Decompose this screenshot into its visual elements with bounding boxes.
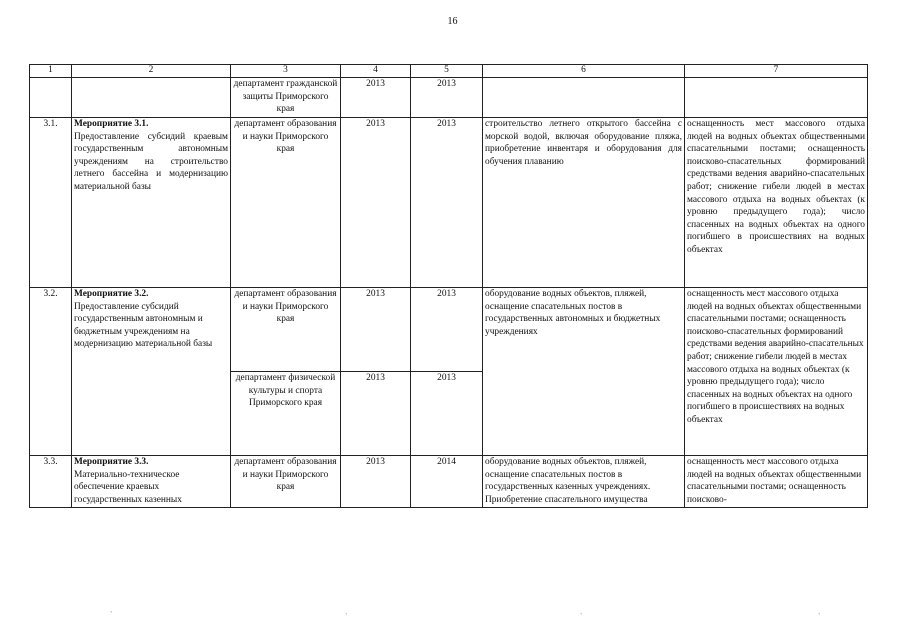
activity-cell bbox=[72, 456, 231, 508]
executor-cell: департамент физической культуры и спорта Приморского края bbox=[231, 372, 341, 456]
activity-description: Предоставление субсидий государственным автономным и бюджетным учреждениям на модернизацию материальной базы bbox=[74, 301, 213, 350]
table-row-3-2 bbox=[30, 288, 868, 372]
end-year-cell: 2013 bbox=[411, 372, 483, 456]
table-row-continuation bbox=[30, 78, 868, 118]
column-number: 5 bbox=[411, 65, 483, 78]
column-number-row bbox=[30, 65, 868, 78]
row-number-cell: 3.3. bbox=[30, 456, 72, 508]
column-number: 6 bbox=[483, 65, 685, 78]
start-year-cell: 2013 bbox=[341, 288, 411, 372]
activity-cell bbox=[72, 78, 231, 118]
activity-cell bbox=[72, 118, 231, 288]
activity-cell bbox=[72, 288, 231, 456]
column-number: 1 bbox=[30, 65, 72, 78]
activity-title: Мероприятие 3.1. bbox=[74, 119, 149, 129]
indicator-cell: оснащенность мест массового отдыха людей на водных объектах общественными спасательными постами; оснащенность поисково-спасательных формирований средствами ведения аварийно-спасательных работ; снижение гибели людей в местах массового отдыха на водных объектах (к уровню предыдущего года); число спасенных на водных объектах на одного погибшего в происшествиях на водных объектах bbox=[685, 118, 868, 288]
table-row-3-3 bbox=[30, 456, 868, 508]
indicator-cell: оснащенность мест массового отдыха людей на водных объектах общественными спасательными постами; оснащенность поисково-спасательных формирований средствами ведения аварийно-спасательных работ; снижение гибели людей в местах массового отдыха на водных объектах (к уровню предыдущего года); число спасенных на водных объектах на одного погибшего в происшествиях на водных объектах bbox=[685, 288, 868, 456]
start-year-cell: 2013 bbox=[341, 78, 411, 118]
end-year-cell: 2014 bbox=[411, 456, 483, 508]
column-number: 4 bbox=[341, 65, 411, 78]
scan-artifact: ` bbox=[110, 610, 113, 619]
table-row-3-1 bbox=[30, 118, 868, 288]
scan-artifact: ` bbox=[818, 612, 821, 621]
start-year-cell: 2013 bbox=[341, 372, 411, 456]
result-cell bbox=[483, 78, 685, 118]
activity-description: Материально-техническое обеспечение краевых государственных казенных bbox=[74, 469, 182, 505]
activity-title: Мероприятие 3.2. bbox=[74, 289, 149, 299]
start-year-cell: 2013 bbox=[341, 456, 411, 508]
column-number: 7 bbox=[685, 65, 868, 78]
executor-cell: департамент образования и науки Приморского края bbox=[231, 288, 341, 372]
column-number: 3 bbox=[231, 65, 341, 78]
result-cell: оборудование водных объектов, пляжей, оснащение спасательных постов в государственных казенных учреждениях. Приобретение спасательного имущества bbox=[483, 456, 685, 508]
row-number-cell: 3.2. bbox=[30, 288, 72, 456]
start-year-cell: 2013 bbox=[341, 118, 411, 288]
page-number: 16 bbox=[447, 16, 458, 27]
executor-cell: департамент образования и науки Приморского края bbox=[231, 118, 341, 288]
column-number: 2 bbox=[72, 65, 231, 78]
end-year-cell: 2013 bbox=[411, 78, 483, 118]
end-year-cell: 2013 bbox=[411, 288, 483, 372]
scan-artifact: ` bbox=[345, 612, 348, 621]
activity-description: Предоставление субсидий краевым государственным автономным учреждениям на строительство летнего бассейна и модернизацию материальной базы bbox=[74, 131, 228, 192]
end-year-cell: 2013 bbox=[411, 118, 483, 288]
indicator-cell: оснащенность мест массового отдыха людей на водных объектах общественными спасательными постами; оснащенность поисково- bbox=[685, 456, 868, 508]
row-number-cell bbox=[30, 78, 72, 118]
executor-cell: департамент гражданской защиты Приморского края bbox=[231, 78, 341, 118]
executor-cell: департамент образования и науки Приморского края bbox=[231, 456, 341, 508]
scan-artifact: ` bbox=[580, 612, 583, 621]
result-cell: строительство летнего открытого бассейна с морской водой, включая оборудование пляжа, приобретение инвентаря и оборудования для обучения плаванию bbox=[483, 118, 685, 288]
row-number-cell: 3.1. bbox=[30, 118, 72, 288]
indicator-cell bbox=[685, 78, 868, 118]
activities-table bbox=[29, 64, 868, 508]
result-cell: оборудование водных объектов, пляжей, оснащение спасательных постов в государственных автономных и бюджетных учреждениях bbox=[483, 288, 685, 456]
activity-title: Мероприятие 3.3. bbox=[74, 457, 149, 467]
